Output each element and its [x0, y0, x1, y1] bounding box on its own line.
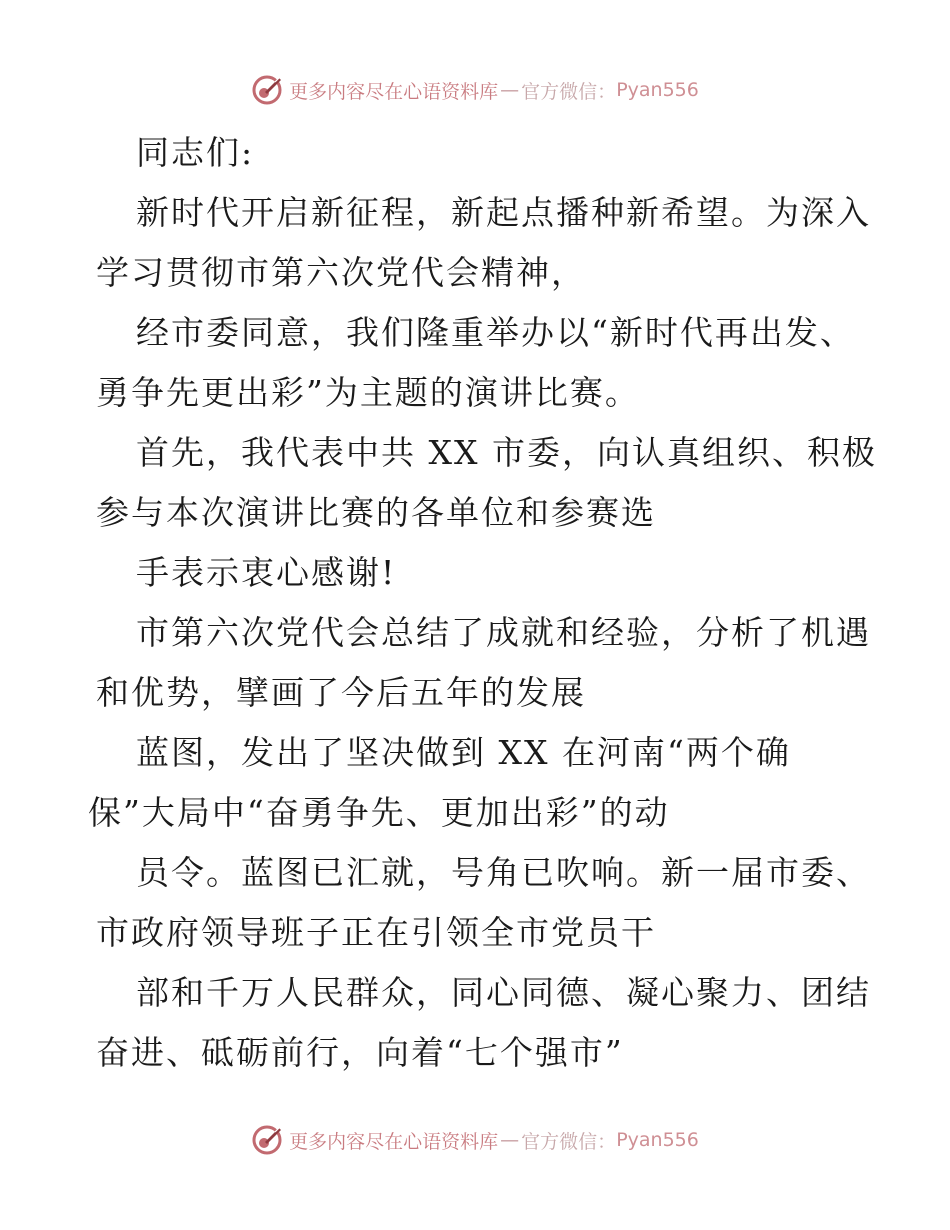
watermark-separator: —	[500, 1129, 520, 1151]
text-line: 保”大局中“奋勇争先、更加出彩”的动	[88, 793, 670, 832]
watermark-separator: —	[500, 79, 520, 101]
text-line: 部和千万人民群众，同心同德、凝心聚力、团结	[136, 973, 871, 1012]
watermark-brand: 更多内容尽在心语资料库	[289, 1130, 499, 1153]
text-line: 同志们:	[136, 133, 255, 172]
header-watermark	[0, 70, 950, 110]
text-line: 学习贯彻市第六次党代会精神，	[96, 253, 586, 292]
watermark-brand: 更多内容尽在心语资料库	[289, 80, 499, 103]
text-line: 手表示衷心感谢!	[136, 553, 397, 592]
quill-pen-icon	[251, 74, 283, 106]
text-line: 新时代开启新征程，新起点播种新希望。为深入	[136, 193, 871, 232]
text-line: 参与本次演讲比赛的各单位和参赛选	[96, 493, 656, 532]
text-line: 蓝图，发出了坚决做到 XX 在河南“两个确	[136, 733, 791, 772]
text-line: 经市委同意，我们隆重举办以“新时代再出发、	[136, 313, 855, 352]
watermark-wechat-label: 官方微信：	[521, 1130, 617, 1153]
footer-watermark	[0, 1120, 950, 1160]
text-line: 市第六次党代会总结了成就和经验，分析了机遇	[136, 613, 871, 652]
document-body	[88, 123, 877, 1083]
text-line: 员令。蓝图已汇就，号角已吹响。新一届市委、	[136, 853, 871, 892]
quill-pen-icon	[251, 1124, 283, 1156]
text-line: 和优势，擘画了今后五年的发展	[96, 673, 586, 712]
text-line: 勇争先更出彩”为主题的演讲比赛。	[96, 373, 640, 412]
text-line: 奋进、砥砺前行，向着“七个强市”	[96, 1033, 624, 1072]
text-line: 市政府领导班子正在引领全市党员干	[96, 913, 656, 952]
watermark-wechat-id: Pyan556	[616, 1129, 699, 1151]
watermark-wechat-label: 官方微信：	[521, 80, 617, 103]
watermark-wechat-id: Pyan556	[616, 79, 699, 101]
text-line: 首先，我代表中共 XX 市委，向认真组织、积极	[136, 433, 877, 472]
